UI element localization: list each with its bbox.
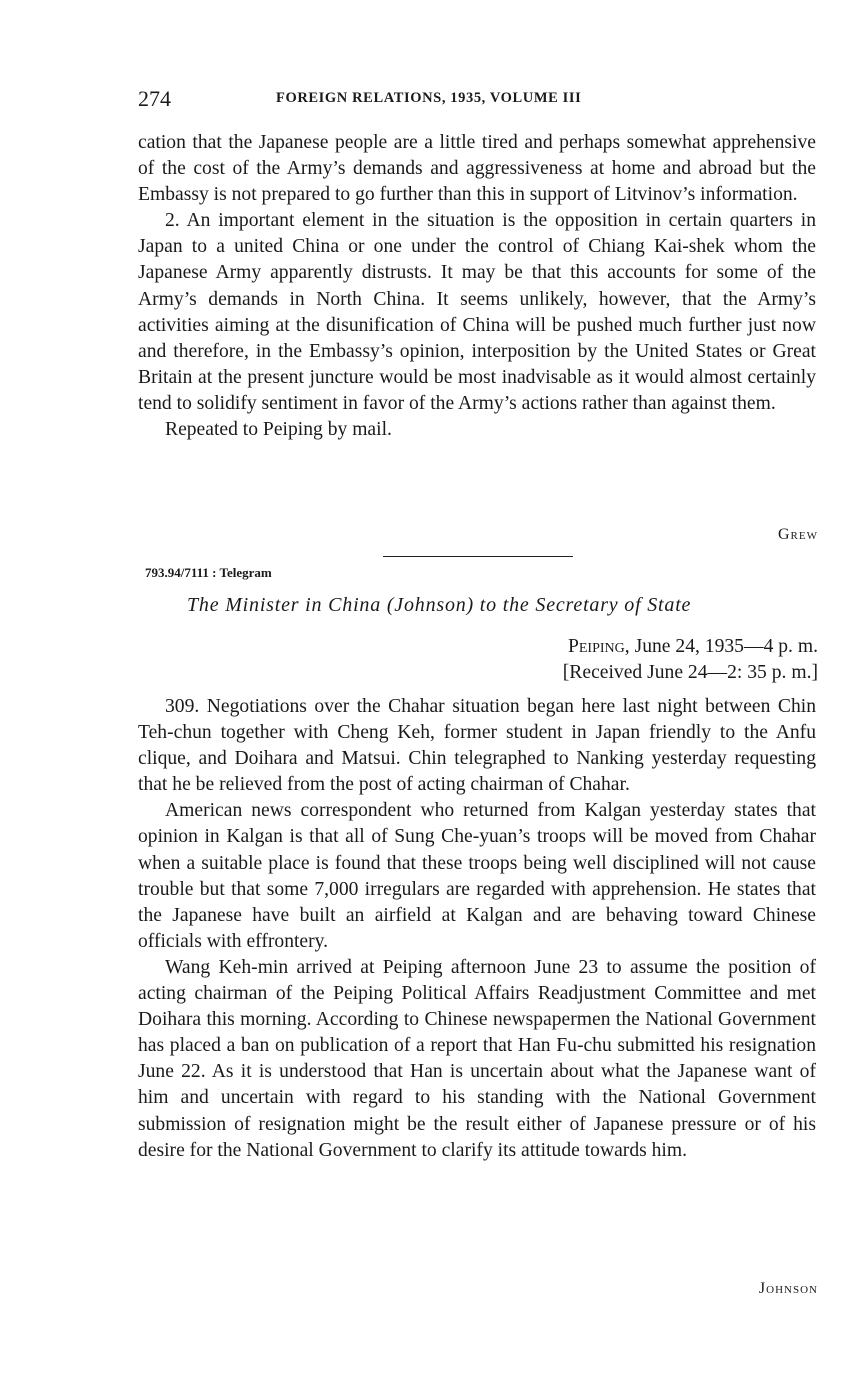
paragraph: American news correspondent who returned from Kalgan yesterday states that opinion in Kalgan is that all of Sung Che-yuan’s troops will be moved from Chahar when a suitable place is found that these troops being well disciplined will not cause trouble but that some 7,000 irregulars are regarded with apprehension. He states that the Japanese have built an airfield at Kalgan and are behaving toward Chinese officials with effrontery.	[138, 800, 816, 952]
section-divider	[383, 556, 573, 557]
dateline	[563, 634, 818, 686]
dateline-date: June 24, 1935—4 p. m.	[634, 636, 818, 657]
place-date	[563, 634, 818, 660]
grew-telegram-continuation	[138, 130, 816, 443]
document-title: The Minister in China (Johnson) to the Secretary of State	[187, 594, 692, 616]
paragraph: 2. An important element in the situation is the opposition in certain quarters in Japan to a united China or one under the control of Chiang Kai-shek whom the Japanese Army apparently distrusts. It may be that this accounts for some of the Army’s demands in North China. It seems unlikely, however, that the Army’s activities aiming at the disunification of China will be pushed much further just now and therefore, in the Embassy’s opinion, interposition by the United States or Great Britain at the present juncture would be most inadvisable as it would almost certainly tend to solidify sentiment in favor of the Army’s actions rather than against them.	[138, 210, 816, 414]
paragraph: Wang Keh-min arrived at Peiping afternoon June 23 to assume the position of acting chairman of the Peiping Political Affairs Readjustment Committee and met Doihara this morning. According to Chinese newspapermen the National Government has placed a ban on publication of a report that Han Fu-chu submitted his resignation June 22. As it is understood that Han is uncertain about what the Japanese want of him and uncertain with regard to his standing with the National Government submission of resignation might be the result either of Japanese pressure or of his desire for the National Government to clarify its attitude towards him.	[138, 956, 816, 1161]
paragraph: 309. Negotiations over the Chahar situation began here last night between Chin Teh-chun together with Cheng Keh, former student in Japan friendly to the Anfu clique, and Doihara and Matsui. Chin telegraphed to Nanking yesterday requesting that he be relieved from the post of acting chairman of Chahar.	[138, 696, 816, 796]
page-header	[138, 86, 818, 112]
signature-johnson: Johnson	[758, 1280, 818, 1297]
file-reference: 793.94/7111 : Telegram	[145, 565, 272, 580]
dateline-place: Peiping,	[567, 636, 630, 657]
paragraph: Repeated to Peiping by mail.	[165, 419, 392, 441]
johnson-telegram-body	[138, 694, 816, 1164]
received-line: [Received June 24—2: 35 p. m.]	[562, 662, 818, 683]
paragraph: cation that the Japanese people are a little tired and perhaps somewhat apprehensive of the cost of the Army’s demands and aggressiveness at home and abroad but the Embassy is not prepared to go further than this in support of Litvinov’s information.	[138, 132, 816, 206]
page-number: 274	[138, 86, 171, 111]
running-head: FOREIGN RELATIONS, 1935, VOLUME III	[276, 90, 582, 106]
signature-grew: Grew	[778, 526, 818, 543]
